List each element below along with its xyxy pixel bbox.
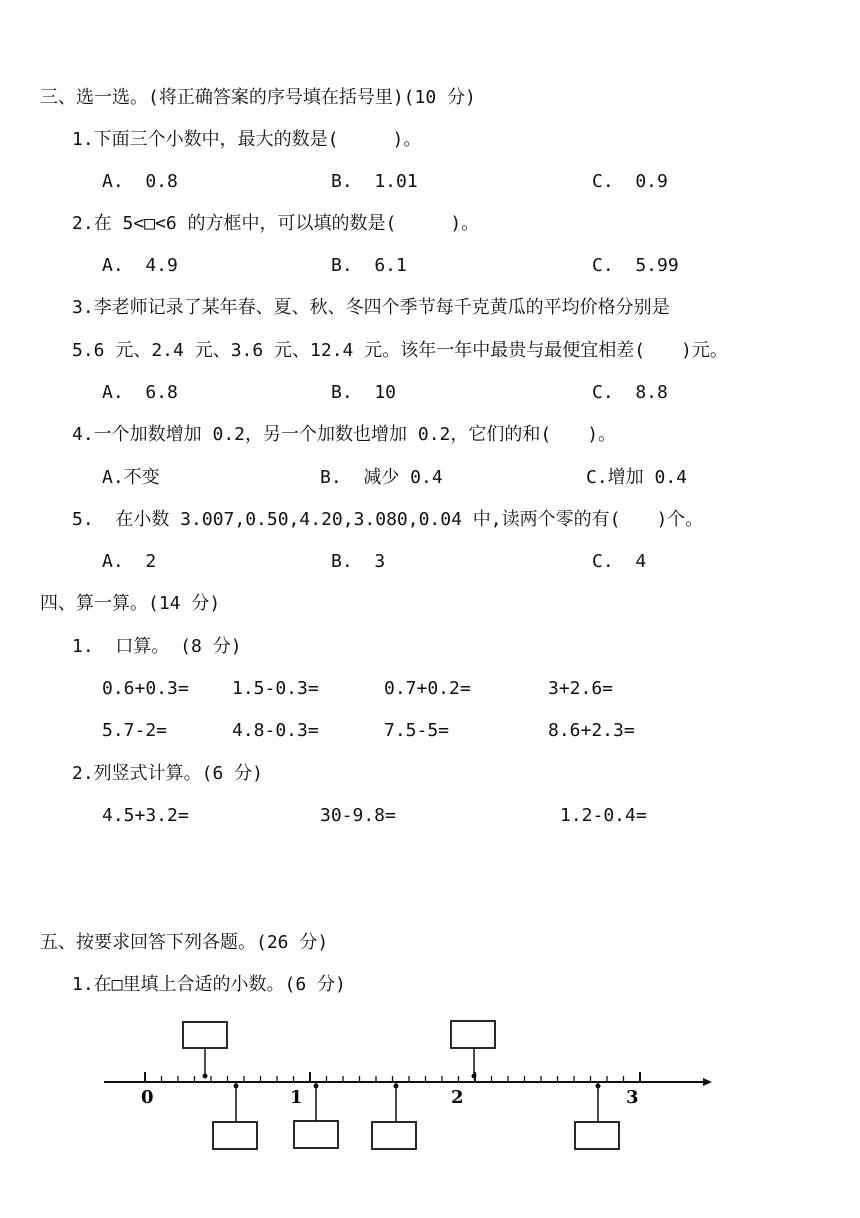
question-4-option-c[interactable]: C.增加 0.4 [586,467,688,488]
section-3-heading: 三、选一选。(将正确答案的序号填在括号里)(10 分) [40,87,476,108]
section-4-heading: 四、算一算。(14 分) [40,593,221,614]
number-line-label-1: 1 [290,1087,303,1108]
answer-box-bottom-2 [294,1121,338,1148]
question-3-option-c[interactable]: C. 8.8 [592,382,668,403]
question-4-stem: 4.一个加数增加 0.2，另一个加数也增加 0.2，它们的和( )。 [72,424,617,445]
number-line-label-0: 0 [141,1087,154,1108]
section-5-question-1-title: 1.在□里填上合适的小数。(6 分) [72,974,346,995]
oral-calc-item: 3+2.6= [548,678,614,699]
question-2-option-a[interactable]: A. 4.9 [102,255,178,276]
answer-box-top-1 [183,1022,227,1048]
question-1-option-b[interactable]: B. 1.01 [331,171,418,192]
question-1-option-c[interactable]: C. 0.9 [592,171,668,192]
question-2-option-b[interactable]: B. 6.1 [331,255,407,276]
question-1-option-a[interactable]: A. 0.8 [102,171,178,192]
question-5-option-c[interactable]: C. 4 [592,551,647,572]
section-5-heading: 五、按要求回答下列各题。(26 分) [40,932,329,953]
question-1-stem: 1.下面三个小数中，最大的数是( )。 [72,129,422,150]
oral-calc-item: 7.5-5= [384,720,450,741]
vertical-calc-item: 1.2-0.4= [560,805,647,826]
number-line-label-3: 3 [626,1087,639,1108]
answer-box-bottom-4 [575,1122,619,1149]
oral-calc-item: 5.7-2= [102,720,168,741]
question-4-option-a[interactable]: A.不变 [102,467,160,488]
oral-calc-item: 0.7+0.2= [384,678,471,699]
question-5-option-a[interactable]: A. 2 [102,551,157,572]
vertical-calc-title: 2.列竖式计算。(6 分) [72,763,264,784]
number-line-arrow [703,1078,712,1086]
question-4-option-b[interactable]: B. 减少 0.4 [320,467,443,488]
answer-box-top-2 [451,1021,495,1048]
question-3-stem-line-2: 5.6 元、2.4 元、3.6 元、12.4 元。该年一年中最贵与最便宜相差( )元。 [72,340,728,361]
oral-calc-item: 8.6+2.3= [548,720,635,741]
oral-calc-title: 1. 口算。 (8 分) [72,636,242,657]
answer-box-bottom-1 [213,1122,257,1149]
oral-calc-item: 4.8-0.3= [232,720,319,741]
question-5-option-b[interactable]: B. 3 [331,551,386,572]
question-2-stem: 2.在 5<□<6 的方框中，可以填的数是( )。 [72,213,480,234]
question-3-option-a[interactable]: A. 6.8 [102,382,178,403]
number-line-label-2: 2 [451,1087,464,1108]
oral-calc-item: 0.6+0.3= [102,678,189,699]
vertical-calc-item: 30-9.8= [320,805,396,826]
answer-box-bottom-3 [372,1122,416,1149]
number-line-ticks [145,1072,640,1082]
question-3-option-b[interactable]: B. 10 [331,382,397,403]
question-2-option-c[interactable]: C. 5.99 [592,255,679,276]
vertical-calc-item: 4.5+3.2= [102,805,189,826]
question-3-stem-line-1: 3.李老师记录了某年春、夏、秋、冬四个季节每千克黄瓜的平均价格分别是 [72,297,670,318]
question-5-stem: 5. 在小数 3.007,0.50,4.20,3.080,0.04 中,读两个零的有( )个。 [72,509,704,530]
oral-calc-item: 1.5-0.3= [232,678,319,699]
